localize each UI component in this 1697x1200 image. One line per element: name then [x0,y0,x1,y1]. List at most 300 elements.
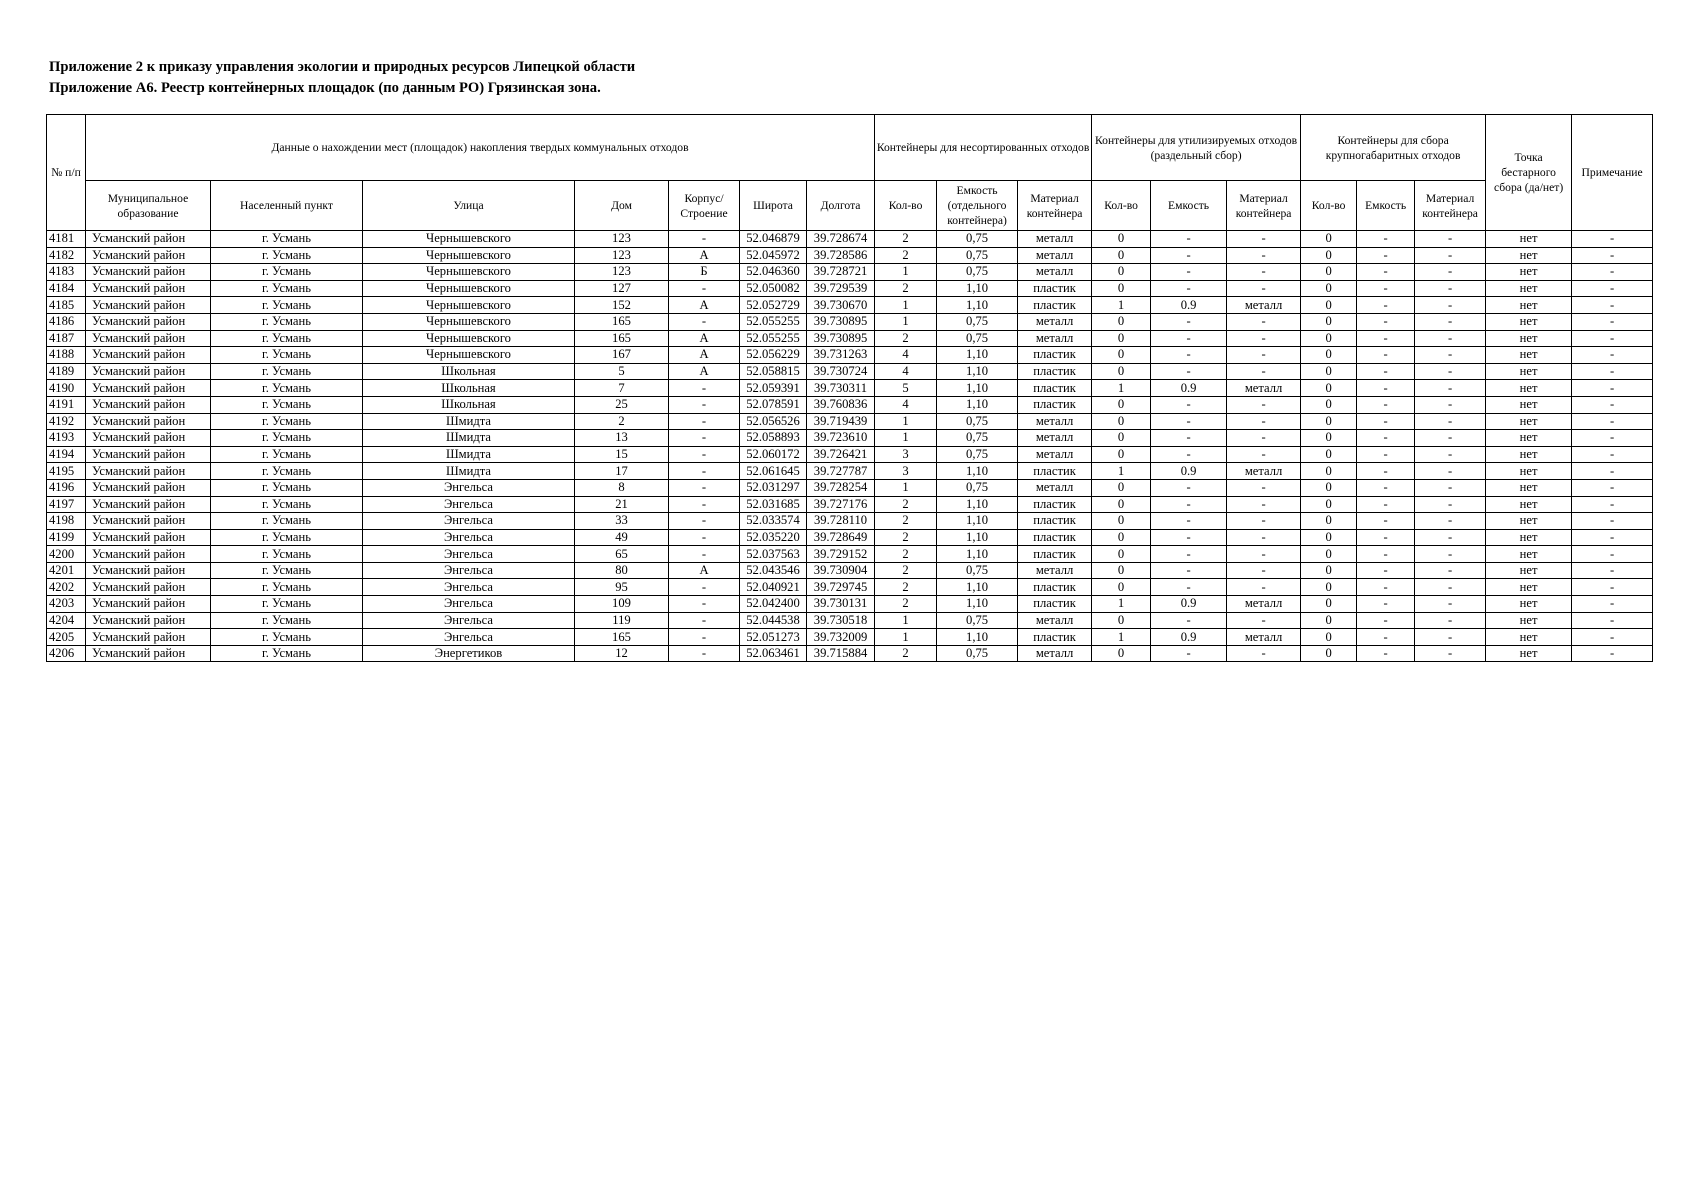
cell-tara-point: нет [1486,463,1572,480]
cell-note: - [1572,330,1653,347]
cell-recycled-count: 0 [1092,529,1151,546]
cell-unsorted-count: 4 [875,347,937,364]
cell-latitude: 52.031297 [740,479,807,496]
table-header [47,115,1653,231]
cell-latitude: 52.059391 [740,380,807,397]
cell-note: - [1572,645,1653,662]
cell-bulky-count: 0 [1301,380,1357,397]
cell-tara-point: нет [1486,380,1572,397]
cell-latitude: 52.055255 [740,330,807,347]
cell-tara-point: нет [1486,596,1572,613]
cell-latitude: 52.058815 [740,363,807,380]
cell-settlement: г. Усмань [211,363,363,380]
table-row [47,446,1653,463]
cell-row-number: 4202 [47,579,86,596]
table-row [47,579,1653,596]
cell-longitude: 39.727787 [807,463,875,480]
cell-unsorted-capacity: 1,10 [937,347,1018,364]
cell-recycled-count: 0 [1092,363,1151,380]
cell-latitude: 52.040921 [740,579,807,596]
cell-street: Энгельса [363,546,575,563]
cell-note: - [1572,313,1653,330]
cell-note: - [1572,446,1653,463]
cell-row-number: 4198 [47,513,86,530]
cell-recycled-count: 1 [1092,596,1151,613]
cell-bulky-count: 0 [1301,231,1357,248]
cell-bulky-capacity: - [1357,612,1415,629]
cell-longitude: 39.719439 [807,413,875,430]
cell-house: 165 [575,629,669,646]
cell-settlement: г. Усмань [211,264,363,281]
cell-bulky-material: - [1415,330,1486,347]
cell-municipality: Усманский район [86,513,211,530]
cell-bulky-count: 0 [1301,313,1357,330]
header-unsorted-material: Материал контейнера [1018,181,1092,231]
header-recycled-group: Контейнеры для утилизируемых отходов (раздельный сбор) [1092,115,1301,181]
cell-row-number: 4188 [47,347,86,364]
cell-row-number: 4205 [47,629,86,646]
cell-recycled-capacity: - [1151,496,1227,513]
cell-bulky-capacity: - [1357,579,1415,596]
cell-bulky-material: - [1415,280,1486,297]
cell-settlement: г. Усмань [211,479,363,496]
cell-house: 2 [575,413,669,430]
cell-recycled-material: - [1227,247,1301,264]
cell-unsorted-capacity: 1,10 [937,496,1018,513]
cell-building: А [669,562,740,579]
cell-municipality: Усманский район [86,313,211,330]
cell-settlement: г. Усмань [211,347,363,364]
cell-unsorted-material: пластик [1018,280,1092,297]
cell-row-number: 4187 [47,330,86,347]
cell-tara-point: нет [1486,280,1572,297]
cell-row-number: 4186 [47,313,86,330]
cell-recycled-capacity: - [1151,347,1227,364]
cell-latitude: 52.046360 [740,264,807,281]
cell-bulky-count: 0 [1301,612,1357,629]
cell-bulky-capacity: - [1357,629,1415,646]
cell-recycled-count: 0 [1092,313,1151,330]
cell-row-number: 4204 [47,612,86,629]
cell-unsorted-capacity: 1,10 [937,629,1018,646]
cell-recycled-capacity: - [1151,247,1227,264]
cell-building: А [669,247,740,264]
cell-municipality: Усманский район [86,231,211,248]
cell-settlement: г. Усмань [211,612,363,629]
cell-unsorted-count: 1 [875,413,937,430]
cell-note: - [1572,280,1653,297]
cell-row-number: 4197 [47,496,86,513]
cell-unsorted-count: 5 [875,380,937,397]
cell-recycled-count: 1 [1092,380,1151,397]
cell-recycled-capacity: - [1151,280,1227,297]
cell-street: Энергетиков [363,645,575,662]
cell-unsorted-capacity: 0,75 [937,231,1018,248]
cell-bulky-capacity: - [1357,363,1415,380]
cell-house: 49 [575,529,669,546]
cell-unsorted-count: 4 [875,396,937,413]
cell-bulky-capacity: - [1357,529,1415,546]
table-row [47,297,1653,314]
cell-recycled-material: металл [1227,629,1301,646]
cell-municipality: Усманский район [86,496,211,513]
cell-recycled-capacity: - [1151,330,1227,347]
cell-bulky-capacity: - [1357,562,1415,579]
cell-settlement: г. Усмань [211,297,363,314]
cell-bulky-count: 0 [1301,579,1357,596]
header-unsorted-count: Кол-во [875,181,937,231]
table-row [47,330,1653,347]
cell-tara-point: нет [1486,546,1572,563]
cell-recycled-material: - [1227,363,1301,380]
cell-latitude: 52.052729 [740,297,807,314]
cell-house: 123 [575,247,669,264]
cell-settlement: г. Усмань [211,463,363,480]
cell-municipality: Усманский район [86,529,211,546]
cell-bulky-count: 0 [1301,330,1357,347]
cell-settlement: г. Усмань [211,280,363,297]
cell-bulky-count: 0 [1301,463,1357,480]
cell-unsorted-material: пластик [1018,529,1092,546]
cell-unsorted-capacity: 1,10 [937,297,1018,314]
cell-recycled-count: 0 [1092,562,1151,579]
cell-bulky-material: - [1415,247,1486,264]
cell-recycled-material: - [1227,396,1301,413]
cell-building: - [669,463,740,480]
cell-bulky-capacity: - [1357,446,1415,463]
table-row [47,596,1653,613]
cell-tara-point: нет [1486,347,1572,364]
header-municipality: Муниципальное образование [86,181,211,231]
cell-tara-point: нет [1486,645,1572,662]
header-building: Корпус/ Строение [669,181,740,231]
header-latitude: Широта [740,181,807,231]
cell-row-number: 4181 [47,231,86,248]
cell-recycled-capacity: - [1151,231,1227,248]
cell-recycled-count: 1 [1092,629,1151,646]
document-titles [49,57,635,99]
cell-building: - [669,645,740,662]
cell-tara-point: нет [1486,529,1572,546]
cell-settlement: г. Усмань [211,446,363,463]
cell-recycled-material: - [1227,330,1301,347]
cell-bulky-count: 0 [1301,430,1357,447]
cell-recycled-material: - [1227,579,1301,596]
header-bulky-group: Контейнеры для сбора крупногабаритных отходов [1301,115,1486,181]
cell-municipality: Усманский район [86,596,211,613]
cell-municipality: Усманский район [86,264,211,281]
cell-building: - [669,529,740,546]
cell-municipality: Усманский район [86,479,211,496]
cell-building: - [669,380,740,397]
cell-bulky-count: 0 [1301,645,1357,662]
cell-note: - [1572,579,1653,596]
cell-recycled-capacity: - [1151,645,1227,662]
cell-recycled-material: - [1227,529,1301,546]
cell-unsorted-count: 2 [875,579,937,596]
cell-municipality: Усманский район [86,347,211,364]
cell-municipality: Усманский район [86,645,211,662]
cell-row-number: 4185 [47,297,86,314]
cell-municipality: Усманский район [86,629,211,646]
cell-recycled-capacity: - [1151,529,1227,546]
header-bulky-count: Кол-во [1301,181,1357,231]
cell-recycled-count: 0 [1092,513,1151,530]
header-settlement: Населенный пункт [211,181,363,231]
cell-recycled-material: - [1227,347,1301,364]
cell-unsorted-count: 1 [875,629,937,646]
cell-street: Энгельса [363,513,575,530]
cell-recycled-count: 0 [1092,496,1151,513]
cell-municipality: Усманский район [86,612,211,629]
cell-row-number: 4206 [47,645,86,662]
cell-house: 119 [575,612,669,629]
cell-row-number: 4200 [47,546,86,563]
cell-settlement: г. Усмань [211,645,363,662]
cell-bulky-count: 0 [1301,363,1357,380]
cell-unsorted-capacity: 1,10 [937,380,1018,397]
cell-note: - [1572,562,1653,579]
cell-note: - [1572,380,1653,397]
cell-longitude: 39.732009 [807,629,875,646]
cell-longitude: 39.730131 [807,596,875,613]
cell-building: - [669,513,740,530]
cell-tara-point: нет [1486,247,1572,264]
header-unsorted-capacity: Емкость (отдельного контейнера) [937,181,1018,231]
cell-recycled-capacity: - [1151,479,1227,496]
cell-building: - [669,446,740,463]
cell-unsorted-count: 1 [875,297,937,314]
cell-unsorted-capacity: 0,75 [937,247,1018,264]
cell-bulky-capacity: - [1357,430,1415,447]
cell-tara-point: нет [1486,612,1572,629]
table-row [47,313,1653,330]
cell-recycled-material: - [1227,430,1301,447]
table-row [47,430,1653,447]
cell-longitude: 39.730518 [807,612,875,629]
cell-latitude: 52.042400 [740,596,807,613]
cell-unsorted-capacity: 1,10 [937,596,1018,613]
cell-longitude: 39.728721 [807,264,875,281]
cell-street: Школьная [363,380,575,397]
cell-note: - [1572,529,1653,546]
cell-tara-point: нет [1486,330,1572,347]
cell-bulky-capacity: - [1357,546,1415,563]
header-recycled-count: Кол-во [1092,181,1151,231]
cell-bulky-count: 0 [1301,264,1357,281]
cell-recycled-material: - [1227,496,1301,513]
table-row [47,629,1653,646]
cell-bulky-capacity: - [1357,231,1415,248]
cell-recycled-count: 0 [1092,413,1151,430]
cell-bulky-count: 0 [1301,446,1357,463]
cell-recycled-material: - [1227,313,1301,330]
cell-municipality: Усманский район [86,396,211,413]
cell-street: Школьная [363,363,575,380]
cell-street: Энгельса [363,529,575,546]
cell-note: - [1572,596,1653,613]
cell-recycled-capacity: - [1151,264,1227,281]
cell-bulky-material: - [1415,629,1486,646]
cell-tara-point: нет [1486,446,1572,463]
cell-bulky-capacity: - [1357,645,1415,662]
cell-recycled-count: 0 [1092,579,1151,596]
cell-row-number: 4203 [47,596,86,613]
cell-latitude: 52.044538 [740,612,807,629]
table-row [47,413,1653,430]
cell-bulky-capacity: - [1357,297,1415,314]
cell-street: Чернышевского [363,330,575,347]
cell-note: - [1572,479,1653,496]
header-bulky-capacity: Емкость [1357,181,1415,231]
cell-bulky-count: 0 [1301,280,1357,297]
cell-recycled-capacity: 0.9 [1151,629,1227,646]
cell-building: - [669,546,740,563]
cell-unsorted-material: металл [1018,247,1092,264]
cell-bulky-capacity: - [1357,247,1415,264]
cell-longitude: 39.730670 [807,297,875,314]
cell-municipality: Усманский район [86,546,211,563]
cell-house: 167 [575,347,669,364]
cell-unsorted-count: 2 [875,645,937,662]
header-unsorted-group: Контейнеры для несортированных отходов [875,115,1092,181]
cell-unsorted-capacity: 0,75 [937,479,1018,496]
cell-bulky-count: 0 [1301,546,1357,563]
cell-municipality: Усманский район [86,579,211,596]
cell-unsorted-count: 1 [875,430,937,447]
table-row [47,645,1653,662]
cell-note: - [1572,513,1653,530]
cell-unsorted-capacity: 0,75 [937,562,1018,579]
cell-bulky-count: 0 [1301,247,1357,264]
table-row [47,264,1653,281]
cell-longitude: 39.726421 [807,446,875,463]
cell-row-number: 4201 [47,562,86,579]
cell-tara-point: нет [1486,513,1572,530]
cell-longitude: 39.728586 [807,247,875,264]
cell-settlement: г. Усмань [211,380,363,397]
cell-settlement: г. Усмань [211,629,363,646]
cell-recycled-capacity: - [1151,579,1227,596]
cell-recycled-count: 1 [1092,463,1151,480]
cell-unsorted-material: пластик [1018,513,1092,530]
cell-bulky-material: - [1415,347,1486,364]
cell-latitude: 52.043546 [740,562,807,579]
cell-unsorted-count: 2 [875,330,937,347]
cell-unsorted-count: 4 [875,363,937,380]
cell-street: Чернышевского [363,231,575,248]
table-row [47,463,1653,480]
cell-unsorted-capacity: 1,10 [937,363,1018,380]
cell-building: - [669,612,740,629]
cell-bulky-material: - [1415,231,1486,248]
cell-unsorted-capacity: 0,75 [937,612,1018,629]
cell-recycled-count: 0 [1092,645,1151,662]
cell-building: - [669,479,740,496]
header-recycled-capacity: Емкость [1151,181,1227,231]
table-row [47,529,1653,546]
cell-bulky-material: - [1415,363,1486,380]
cell-note: - [1572,413,1653,430]
cell-bulky-capacity: - [1357,413,1415,430]
header-note: Примечание [1572,115,1653,231]
cell-building: - [669,231,740,248]
cell-unsorted-count: 2 [875,280,937,297]
cell-note: - [1572,247,1653,264]
title-line-1: Приложение 2 к приказу управления экологии и природных ресурсов Липецкой области [49,59,636,75]
cell-settlement: г. Усмань [211,579,363,596]
cell-recycled-material: - [1227,612,1301,629]
header-longitude: Долгота [807,181,875,231]
cell-unsorted-capacity: 0,75 [937,430,1018,447]
cell-street: Чернышевского [363,247,575,264]
cell-row-number: 4193 [47,430,86,447]
cell-building: - [669,413,740,430]
cell-longitude: 39.730724 [807,363,875,380]
cell-unsorted-capacity: 1,10 [937,463,1018,480]
cell-street: Шмидта [363,463,575,480]
cell-street: Чернышевского [363,297,575,314]
cell-house: 109 [575,596,669,613]
cell-bulky-material: - [1415,529,1486,546]
cell-tara-point: нет [1486,396,1572,413]
cell-bulky-material: - [1415,562,1486,579]
cell-house: 12 [575,645,669,662]
cell-building: А [669,347,740,364]
cell-unsorted-capacity: 0,75 [937,264,1018,281]
cell-row-number: 4191 [47,396,86,413]
cell-latitude: 52.035220 [740,529,807,546]
cell-unsorted-capacity: 1,10 [937,529,1018,546]
cell-recycled-count: 0 [1092,264,1151,281]
cell-unsorted-count: 2 [875,546,937,563]
cell-row-number: 4183 [47,264,86,281]
cell-unsorted-material: металл [1018,231,1092,248]
cell-bulky-count: 0 [1301,347,1357,364]
cell-latitude: 52.037563 [740,546,807,563]
cell-municipality: Усманский район [86,330,211,347]
cell-latitude: 52.055255 [740,313,807,330]
cell-recycled-capacity: - [1151,413,1227,430]
cell-longitude: 39.728110 [807,513,875,530]
cell-house: 13 [575,430,669,447]
cell-building: - [669,430,740,447]
cell-tara-point: нет [1486,297,1572,314]
cell-recycled-count: 0 [1092,479,1151,496]
cell-bulky-count: 0 [1301,513,1357,530]
cell-recycled-count: 0 [1092,280,1151,297]
cell-unsorted-capacity: 0,75 [937,313,1018,330]
cell-recycled-count: 0 [1092,330,1151,347]
cell-bulky-material: - [1415,546,1486,563]
cell-bulky-material: - [1415,430,1486,447]
cell-longitude: 39.729539 [807,280,875,297]
cell-bulky-capacity: - [1357,396,1415,413]
cell-house: 152 [575,297,669,314]
cell-tara-point: нет [1486,479,1572,496]
cell-unsorted-count: 2 [875,247,937,264]
cell-latitude: 52.031685 [740,496,807,513]
cell-unsorted-count: 1 [875,313,937,330]
cell-street: Энгельса [363,496,575,513]
cell-latitude: 52.050082 [740,280,807,297]
table-row [47,363,1653,380]
cell-unsorted-capacity: 1,10 [937,280,1018,297]
cell-longitude: 39.715884 [807,645,875,662]
cell-recycled-material: - [1227,264,1301,281]
cell-unsorted-count: 3 [875,446,937,463]
cell-street: Школьная [363,396,575,413]
